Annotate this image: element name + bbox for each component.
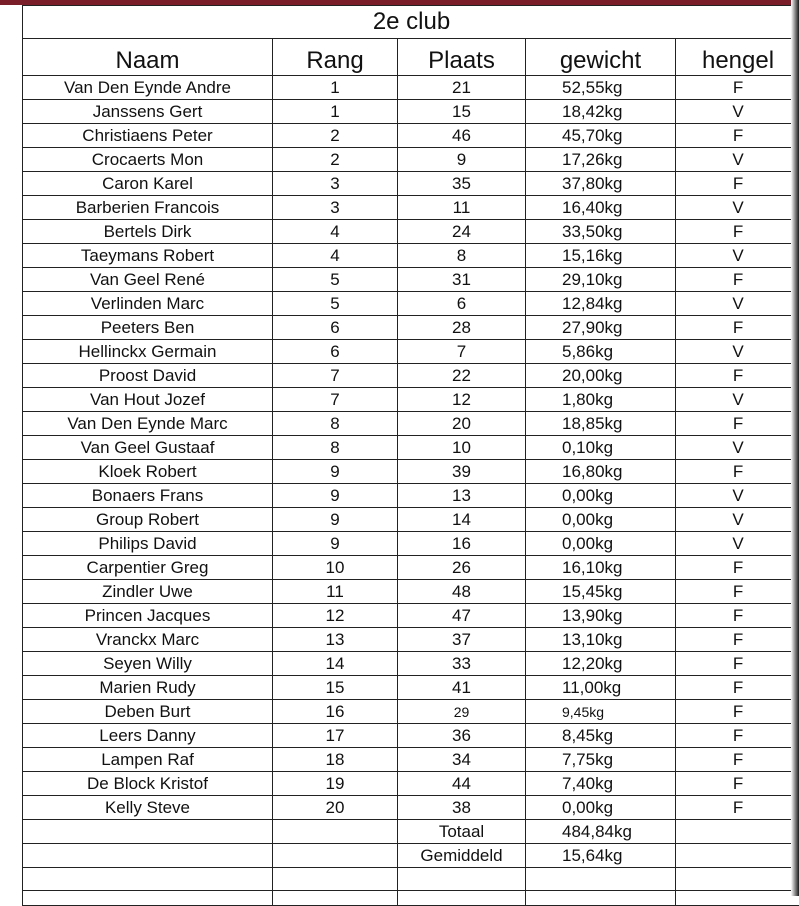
place-cell: 31 <box>398 268 526 292</box>
rod-cell: F <box>676 556 799 580</box>
rod-cell: V <box>676 340 799 364</box>
rank-cell: 3 <box>273 172 398 196</box>
place-cell: 22 <box>398 364 526 388</box>
table-row <box>23 316 799 340</box>
name-cell: Peeters Ben <box>23 316 273 340</box>
rod-cell: V <box>676 196 799 220</box>
name-cell: Lampen Raf <box>23 748 273 772</box>
empty-cell <box>676 844 799 868</box>
table-row <box>23 124 799 148</box>
rod-cell: F <box>676 676 799 700</box>
table-row <box>23 508 799 532</box>
weight-cell: 7,75kg <box>526 748 676 772</box>
total-row <box>23 820 799 844</box>
rank-cell: 5 <box>273 268 398 292</box>
table-row <box>23 244 799 268</box>
table-row <box>23 268 799 292</box>
name-cell: Van Geel Gustaaf <box>23 436 273 460</box>
weight-cell: 0,00kg <box>526 508 676 532</box>
weight-cell: 11,00kg <box>526 676 676 700</box>
weight-cell: 18,85kg <box>526 412 676 436</box>
place-cell: 44 <box>398 772 526 796</box>
rod-cell: F <box>676 76 799 100</box>
sheet-title: 2e club <box>23 6 799 39</box>
rod-cell: F <box>676 460 799 484</box>
weight-cell: 29,10kg <box>526 268 676 292</box>
rank-cell: 20 <box>273 796 398 820</box>
empty-cell <box>398 868 526 891</box>
rank-cell: 15 <box>273 676 398 700</box>
rank-cell: 5 <box>273 292 398 316</box>
place-cell: 38 <box>398 796 526 820</box>
rank-cell: 6 <box>273 316 398 340</box>
table-row <box>23 748 799 772</box>
rod-cell: F <box>676 772 799 796</box>
empty-cell <box>273 891 398 906</box>
empty-cell <box>273 820 398 844</box>
rank-cell: 9 <box>273 508 398 532</box>
weight-cell: 12,20kg <box>526 652 676 676</box>
rod-cell: F <box>676 172 799 196</box>
place-cell: 6 <box>398 292 526 316</box>
place-cell: 47 <box>398 604 526 628</box>
weight-cell: 13,10kg <box>526 628 676 652</box>
rod-cell: V <box>676 388 799 412</box>
rod-cell: V <box>676 244 799 268</box>
rank-cell: 13 <box>273 628 398 652</box>
name-cell: Bonaers Frans <box>23 484 273 508</box>
header-rang: Rang <box>273 39 398 76</box>
header-gewicht: gewicht <box>526 39 676 76</box>
name-cell: Princen Jacques <box>23 604 273 628</box>
place-cell: 8 <box>398 244 526 268</box>
rod-cell: V <box>676 508 799 532</box>
rank-cell: 7 <box>273 364 398 388</box>
rank-cell: 7 <box>273 388 398 412</box>
rod-cell: V <box>676 484 799 508</box>
total-row-label: Totaal <box>398 820 526 844</box>
name-cell: Kelly Steve <box>23 796 273 820</box>
average-row <box>23 844 799 868</box>
place-cell: 28 <box>398 316 526 340</box>
empty-cell <box>526 868 676 891</box>
weight-cell: 7,40kg <box>526 772 676 796</box>
rod-cell: F <box>676 580 799 604</box>
rank-cell: 11 <box>273 580 398 604</box>
empty-cell <box>273 868 398 891</box>
place-cell: 36 <box>398 724 526 748</box>
name-cell: Zindler Uwe <box>23 580 273 604</box>
rod-cell: F <box>676 412 799 436</box>
table-row <box>23 460 799 484</box>
empty-cell <box>23 820 273 844</box>
name-cell: Crocaerts Mon <box>23 148 273 172</box>
table-row <box>23 532 799 556</box>
name-cell: Proost David <box>23 364 273 388</box>
name-cell: Seyen Willy <box>23 652 273 676</box>
rank-cell: 6 <box>273 340 398 364</box>
table-row <box>23 796 799 820</box>
weight-cell: 15,45kg <box>526 580 676 604</box>
rank-cell: 1 <box>273 100 398 124</box>
weight-cell: 15,16kg <box>526 244 676 268</box>
place-cell: 35 <box>398 172 526 196</box>
empty-cell <box>23 868 273 891</box>
table-row <box>23 772 799 796</box>
rank-cell: 4 <box>273 244 398 268</box>
weight-cell: 18,42kg <box>526 100 676 124</box>
name-cell: Christiaens Peter <box>23 124 273 148</box>
name-cell: Carpentier Greg <box>23 556 273 580</box>
name-cell: Group Robert <box>23 508 273 532</box>
table-row <box>23 196 799 220</box>
weight-cell: 37,80kg <box>526 172 676 196</box>
rank-cell: 19 <box>273 772 398 796</box>
table-row <box>23 100 799 124</box>
rod-cell: F <box>676 748 799 772</box>
empty-cell <box>676 820 799 844</box>
name-cell: Van Den Eynde Marc <box>23 412 273 436</box>
rank-cell: 8 <box>273 412 398 436</box>
weight-cell: 16,10kg <box>526 556 676 580</box>
name-cell: Barberien Francois <box>23 196 273 220</box>
rank-cell: 9 <box>273 460 398 484</box>
place-cell: 11 <box>398 196 526 220</box>
header-hengel: hengel <box>676 39 799 76</box>
weight-cell: 8,45kg <box>526 724 676 748</box>
place-cell: 26 <box>398 556 526 580</box>
place-cell: 7 <box>398 340 526 364</box>
name-cell: Van Geel René <box>23 268 273 292</box>
rod-cell: V <box>676 532 799 556</box>
empty-cell <box>676 891 799 906</box>
weight-cell: 5,86kg <box>526 340 676 364</box>
rank-cell: 2 <box>273 124 398 148</box>
place-cell: 13 <box>398 484 526 508</box>
table-row <box>23 604 799 628</box>
table-row <box>23 628 799 652</box>
weight-cell: 52,55kg <box>526 76 676 100</box>
weight-cell: 33,50kg <box>526 220 676 244</box>
rod-cell: F <box>676 364 799 388</box>
table-row <box>23 220 799 244</box>
rod-cell: F <box>676 124 799 148</box>
name-cell: Deben Burt <box>23 700 273 724</box>
rod-cell: F <box>676 652 799 676</box>
results-table <box>22 5 799 906</box>
table-row <box>23 412 799 436</box>
rank-cell: 3 <box>273 196 398 220</box>
table-row <box>23 700 799 724</box>
table-row <box>23 292 799 316</box>
rod-cell: F <box>676 220 799 244</box>
weight-cell: 17,26kg <box>526 148 676 172</box>
title-row <box>23 6 799 39</box>
rank-cell: 1 <box>273 76 398 100</box>
empty-cell <box>23 891 273 906</box>
name-cell: Van Den Eynde Andre <box>23 76 273 100</box>
name-cell: Van Hout Jozef <box>23 388 273 412</box>
weight-cell: 20,00kg <box>526 364 676 388</box>
rod-cell: F <box>676 268 799 292</box>
average-row-label: Gemiddeld <box>398 844 526 868</box>
rank-cell: 14 <box>273 652 398 676</box>
rank-cell: 8 <box>273 436 398 460</box>
table-row <box>23 364 799 388</box>
place-cell: 37 <box>398 628 526 652</box>
table-row <box>23 436 799 460</box>
place-cell: 33 <box>398 652 526 676</box>
table-row <box>23 556 799 580</box>
empty-cell <box>23 844 273 868</box>
weight-cell: 0,00kg <box>526 796 676 820</box>
name-cell: Vranckx Marc <box>23 628 273 652</box>
name-cell: Marien Rudy <box>23 676 273 700</box>
rod-cell: V <box>676 100 799 124</box>
weight-cell: 0,00kg <box>526 484 676 508</box>
place-cell: 29 <box>398 700 526 724</box>
weight-cell: 0,10kg <box>526 436 676 460</box>
name-cell: Kloek Robert <box>23 460 273 484</box>
weight-cell: 0,00kg <box>526 532 676 556</box>
weight-cell: 27,90kg <box>526 316 676 340</box>
name-cell: Verlinden Marc <box>23 292 273 316</box>
header-plaats: Plaats <box>398 39 526 76</box>
place-cell: 9 <box>398 148 526 172</box>
rod-cell: V <box>676 292 799 316</box>
name-cell: De Block Kristof <box>23 772 273 796</box>
place-cell: 46 <box>398 124 526 148</box>
scan-edge-shadow <box>791 0 799 896</box>
empty-cell <box>676 868 799 891</box>
empty-row <box>23 868 799 891</box>
name-cell: Philips David <box>23 532 273 556</box>
table-row <box>23 724 799 748</box>
table-row <box>23 676 799 700</box>
place-cell: 34 <box>398 748 526 772</box>
rod-cell: F <box>676 796 799 820</box>
place-cell: 14 <box>398 508 526 532</box>
place-cell: 41 <box>398 676 526 700</box>
name-cell: Hellinckx Germain <box>23 340 273 364</box>
rod-cell: V <box>676 436 799 460</box>
place-cell: 12 <box>398 388 526 412</box>
weight-cell: 1,80kg <box>526 388 676 412</box>
place-cell: 15 <box>398 100 526 124</box>
header-naam: Naam <box>23 39 273 76</box>
rod-cell: F <box>676 316 799 340</box>
weight-cell: 12,84kg <box>526 292 676 316</box>
place-cell: 16 <box>398 532 526 556</box>
empty-cell <box>526 891 676 906</box>
rod-cell: F <box>676 628 799 652</box>
weight-cell: 16,80kg <box>526 460 676 484</box>
name-cell: Caron Karel <box>23 172 273 196</box>
table-row <box>23 388 799 412</box>
header-row <box>23 39 799 76</box>
rank-cell: 16 <box>273 700 398 724</box>
rank-cell: 12 <box>273 604 398 628</box>
empty-cell <box>273 844 398 868</box>
average-row-value: 15,64kg <box>526 844 676 868</box>
rod-cell: F <box>676 604 799 628</box>
table-row <box>23 652 799 676</box>
rod-cell: F <box>676 700 799 724</box>
rank-cell: 4 <box>273 220 398 244</box>
empty-row <box>23 891 799 906</box>
table-row <box>23 172 799 196</box>
place-cell: 10 <box>398 436 526 460</box>
weight-cell: 13,90kg <box>526 604 676 628</box>
results-sheet <box>22 5 799 906</box>
total-row-value: 484,84kg <box>526 820 676 844</box>
table-row <box>23 76 799 100</box>
place-cell: 39 <box>398 460 526 484</box>
place-cell: 20 <box>398 412 526 436</box>
place-cell: 21 <box>398 76 526 100</box>
rod-cell: V <box>676 148 799 172</box>
name-cell: Bertels Dirk <box>23 220 273 244</box>
rank-cell: 17 <box>273 724 398 748</box>
weight-cell: 9,45kg <box>526 700 676 724</box>
rank-cell: 9 <box>273 532 398 556</box>
weight-cell: 45,70kg <box>526 124 676 148</box>
rank-cell: 10 <box>273 556 398 580</box>
name-cell: Janssens Gert <box>23 100 273 124</box>
rod-cell: F <box>676 724 799 748</box>
table-row <box>23 148 799 172</box>
place-cell: 24 <box>398 220 526 244</box>
table-row <box>23 340 799 364</box>
rank-cell: 9 <box>273 484 398 508</box>
table-row <box>23 484 799 508</box>
rank-cell: 18 <box>273 748 398 772</box>
table-row <box>23 580 799 604</box>
place-cell: 48 <box>398 580 526 604</box>
empty-cell <box>398 891 526 906</box>
rank-cell: 2 <box>273 148 398 172</box>
weight-cell: 16,40kg <box>526 196 676 220</box>
name-cell: Leers Danny <box>23 724 273 748</box>
name-cell: Taeymans Robert <box>23 244 273 268</box>
